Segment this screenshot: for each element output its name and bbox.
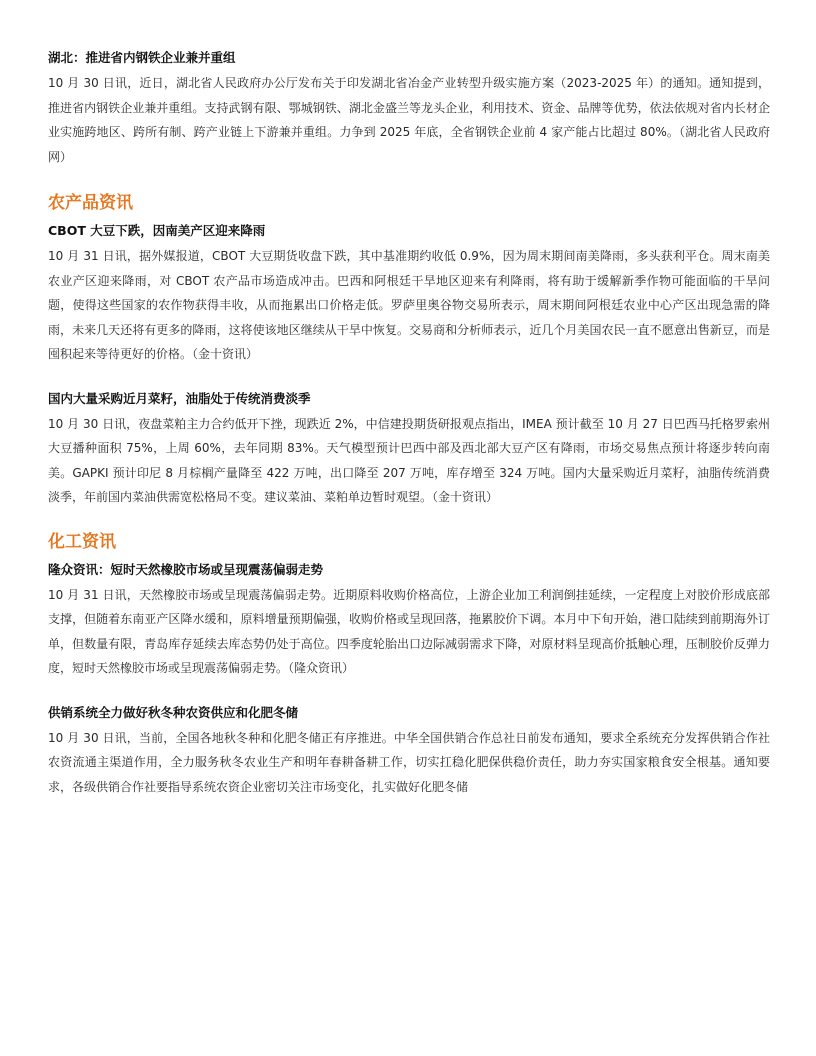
news-headline: 湖北：推进省内钢铁企业兼并重组 <box>48 50 236 65</box>
section-title-agri: 农产品资讯 <box>48 193 133 213</box>
news-body: 10 月 31 日讯，天然橡胶市场或呈现震荡偏弱走势。近期原料收购价格高位，上游企业加工利润倒挂延续，一定程度上对胶价形成底部支撑，但随着东南亚产区降水缓和，原料增量预期偏强，收购价格或呈现回落，拖累胶价下调。本月中下旬开始，港口陆续到前期海外订单，但数量有限，青岛库存延续去库态势仍处于高位。四季度轮胎出口边际减弱需求下降，对原材料呈现高价抵触心理，压制胶价反弹力度，短时天然橡胶市场或呈现震荡偏弱走势。（隆众资讯） <box>48 587 770 675</box>
section-title-chem: 化工资讯 <box>48 531 116 552</box>
document-page <box>48 48 770 799</box>
news-body: 10 月 30 日讯，夜盘菜粕主力合约低开下挫，现跌近 2%，中信建投期货研报观点指出，IMEA 预计截至 10 月 27 日巴西马托格罗索州大豆播种面积 75%，上周 60%，去年同期 83%。天气模型预计巴西中部及西北部大豆产区有降雨，市场交易焦点预计将逐步转向南美。GAPKI 预计印尼 8 月棕榈产量降至 422 万吨，出口降至 207 万吨，库存增至 324 万吨。国内大量采购近月菜籽，油脂传统消费淡季，年前国内菜油供需宽松格局不变。建议菜油、菜粕单边暂时观望。（金十资讯） <box>48 416 770 504</box>
news-headline: CBOT 大豆下跌，因南美产区迎来降雨 <box>48 223 266 238</box>
news-item-hubei <box>48 48 770 169</box>
news-headline: 隆众资讯：短时天然橡胶市场或呈现震荡偏弱走势 <box>48 561 324 577</box>
news-body: 10 月 31 日讯，据外媒报道，CBOT 大豆期货收盘下跌，其中基准期约收低 0.9%，因为周末期间南美降雨，多头获利平仓。周末南美农业产区迎来降雨，对 CBOT 农产品市场造成冲击。巴西和阿根廷干旱地区迎来有利降雨，将有助于缓解新季作物可能面临的干旱问题，使得这些国家的农作物获得丰收，从而拖累出口价格走低。罗萨里奥谷物交易所表示，周末期间阿根廷农业中心产区出现急需的降雨，未来几天还将有更多的降雨，这将使该地区继续从干旱中恢复。交易商和分析师表示，近几个月美国农民一直不愿意出售新豆，而是囤积起来等待更好的价格。（金十资讯） <box>48 249 770 361</box>
news-headline: 国内大量采购近月菜籽，油脂处于传统消费淡季 <box>48 390 311 406</box>
news-body: 10 月 30 日讯，近日，湖北省人民政府办公厅发布关于印发湖北省冶金产业转型升级实施方案（2023-2025 年）的通知。通知提到，推进省内钢铁企业兼并重组。支持武钢有限、鄂城钢铁、湖北金盛兰等龙头企业，利用技术、资金、品牌等优势，依法依规对省内长材企业实施跨地区、跨所有制、跨产业链上下游兼并重组。力争到 2025 年底，全省钢铁企业前 4 家产能占比超过 80%。（湖北省人民政府网） <box>48 76 770 164</box>
news-item-rubber <box>48 560 770 681</box>
news-item-rapeseed <box>48 389 770 510</box>
news-headline: 供销系统全力做好秋冬种农资供应和化肥冬储 <box>48 704 299 720</box>
news-item-cbot <box>48 221 770 367</box>
news-item-fertilizer <box>48 703 770 800</box>
news-body: 10 月 30 日讯，当前，全国各地秋冬种和化肥冬储正有序推进。中华全国供销合作总社日前发布通知，要求全系统充分发挥供销合作社农资流通主渠道作用，全力服务秋冬农业生产和明年春耕备耕工作，切实扛稳化肥保供稳价责任，助力夯实国家粮食安全根基。通知要求，各级供销合作社要指导系统农资企业密切关注市场变化，扎实做好化肥冬储 <box>48 730 770 794</box>
